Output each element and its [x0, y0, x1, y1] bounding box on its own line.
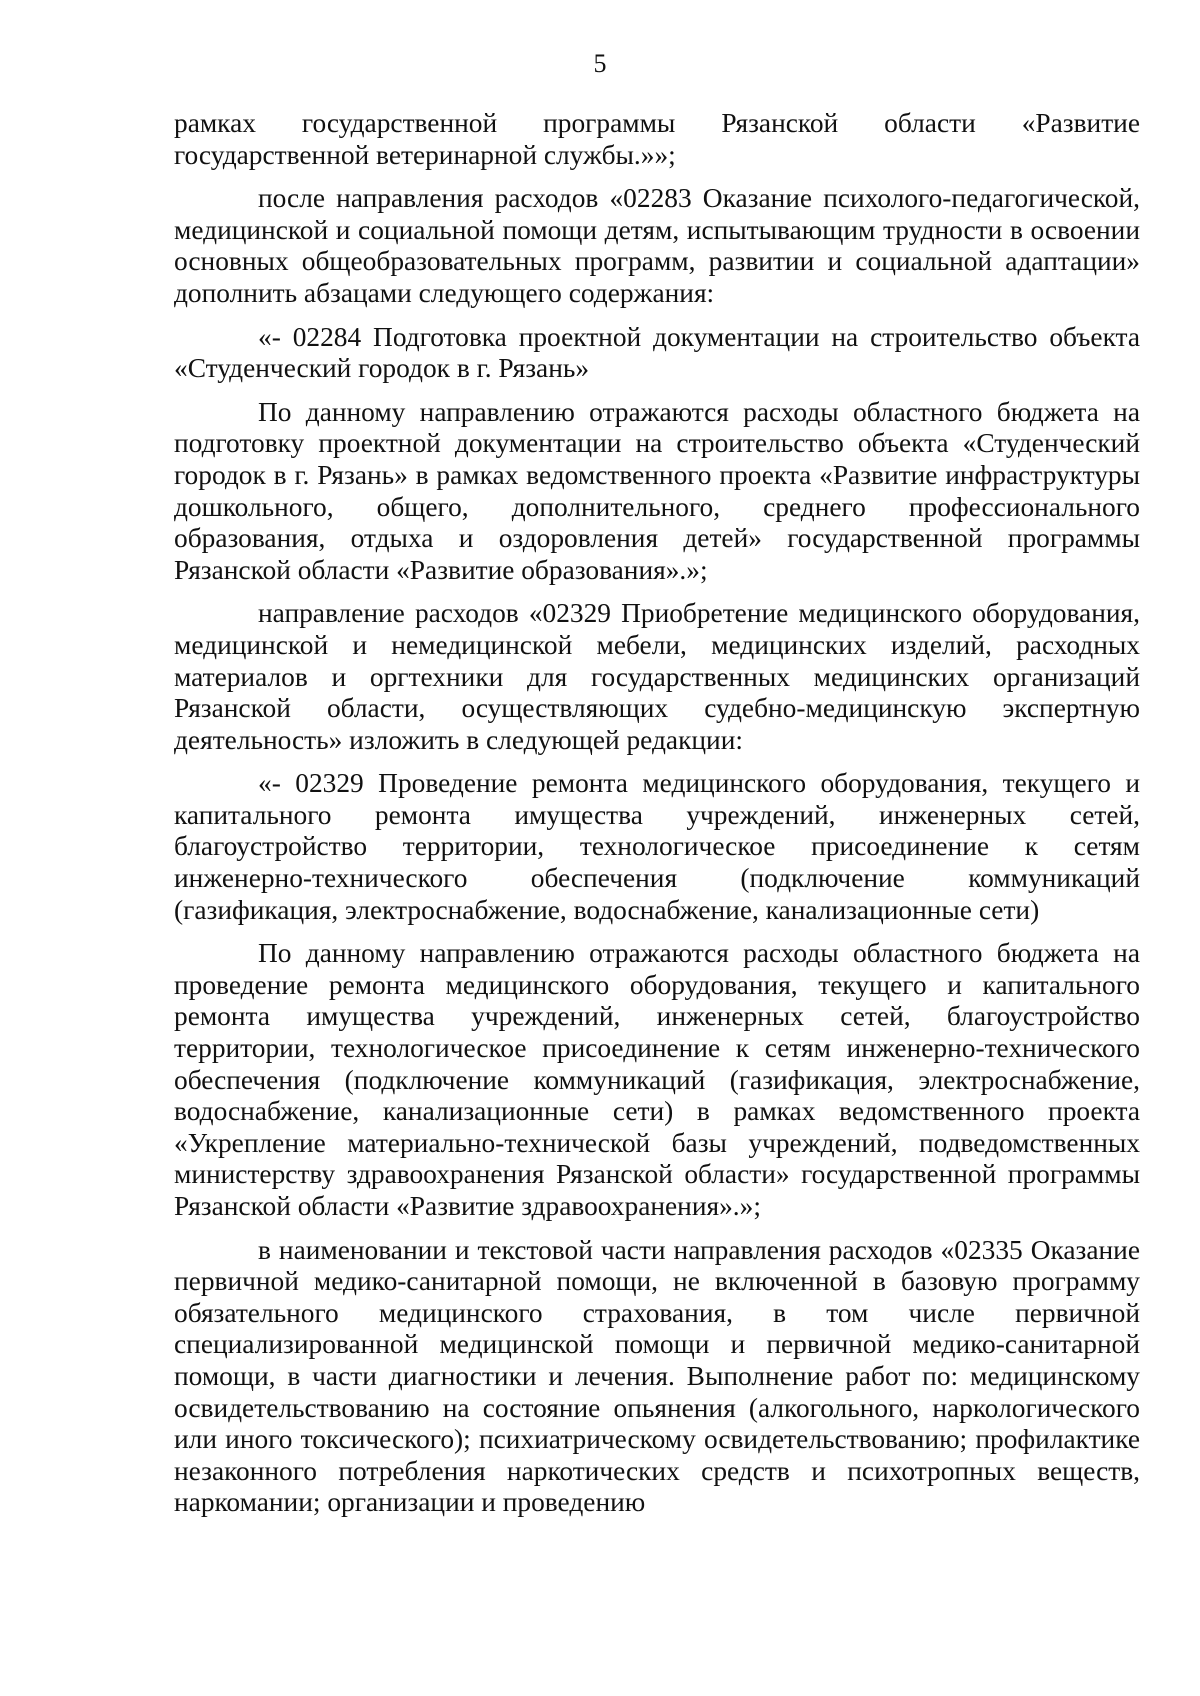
document-body [174, 108, 1140, 1519]
paragraph: рамках государственной программы Рязанской области «Развитие государственной ветеринарной службы.»»; [174, 108, 1140, 170]
paragraph: после направления расходов «02283 Оказание психолого-педагогической, медицинской и социальной помощи детям, испытывающим трудности в освоении основных общеобразовательных программ, развитии и социальной адаптации» дополнить абзацами следующего содержания: [174, 183, 1140, 308]
paragraph: По данному направлению отражаются расходы областного бюджета на проведение ремонта медицинского оборудования, текущего и капитального ремонта имущества учреждений, инженерных сетей, благоустройство территории, технологическое присоединение к сетям инженерно-технического обеспечения (подключение коммуникаций (газификация, электроснабжение, водоснабжение, канализационные сети) в рамках ведомственного проекта «Укрепление материально-технической базы учреждений, подведомственных министерству здравоохранения Рязанской области» государственной программы Рязанской области «Развитие здравоохранения».»; [174, 938, 1140, 1221]
page-number: 5 [593, 49, 607, 78]
paragraph: По данному направлению отражаются расходы областного бюджета на подготовку проектной документации на строительство объекта «Студенческий городок в г. Рязань» в рамках ведомственного проекта «Развитие инфраструктуры дошкольного, общего, дополнительного, среднего профессионального образования, отдыха и оздоровления детей» государственной программы Рязанской области «Развитие образования».»; [174, 396, 1140, 585]
paragraph: «- 02329 Проведение ремонта медицинского оборудования, текущего и капитального ремонта имущества учреждений, инженерных сетей, благоустройство территории, технологическое присоединение к сетям инженерно-технического обеспечения (подключение коммуникаций (газификация, электроснабжение, водоснабжение, канализационные сети) [174, 768, 1140, 925]
paragraph: направление расходов «02329 Приобретение медицинского оборудования, медицинской и немедицинской мебели, медицинских изделий, расходных материалов и оргтехники для государственных медицинских организаций Рязанской области, осуществляющих судебно-медицинскую экспертную деятельность» изложить в следующей редакции: [174, 598, 1140, 755]
paragraph: «- 02284 Подготовка проектной документации на строительство объекта «Студенческий городок в г. Рязань» [174, 321, 1140, 384]
paragraph: в наименовании и текстовой части направления расходов «02335 Оказание первичной медико-санитарной помощи, не включенной в базовую программу обязательного медицинского страхования, в том числе первичной специализированной медицинской помощи и первичной медико-санитарной помощи, в части диагностики и лечения. Выполнение работ по: медицинскому освидетельствованию на состояние опьянения (алкогольного, наркологического или иного токсического); психиатрическому освидетельствованию; профилактике незаконного потребления наркотических средств и психотропных веществ, наркомании; организации и проведению [174, 1234, 1140, 1518]
